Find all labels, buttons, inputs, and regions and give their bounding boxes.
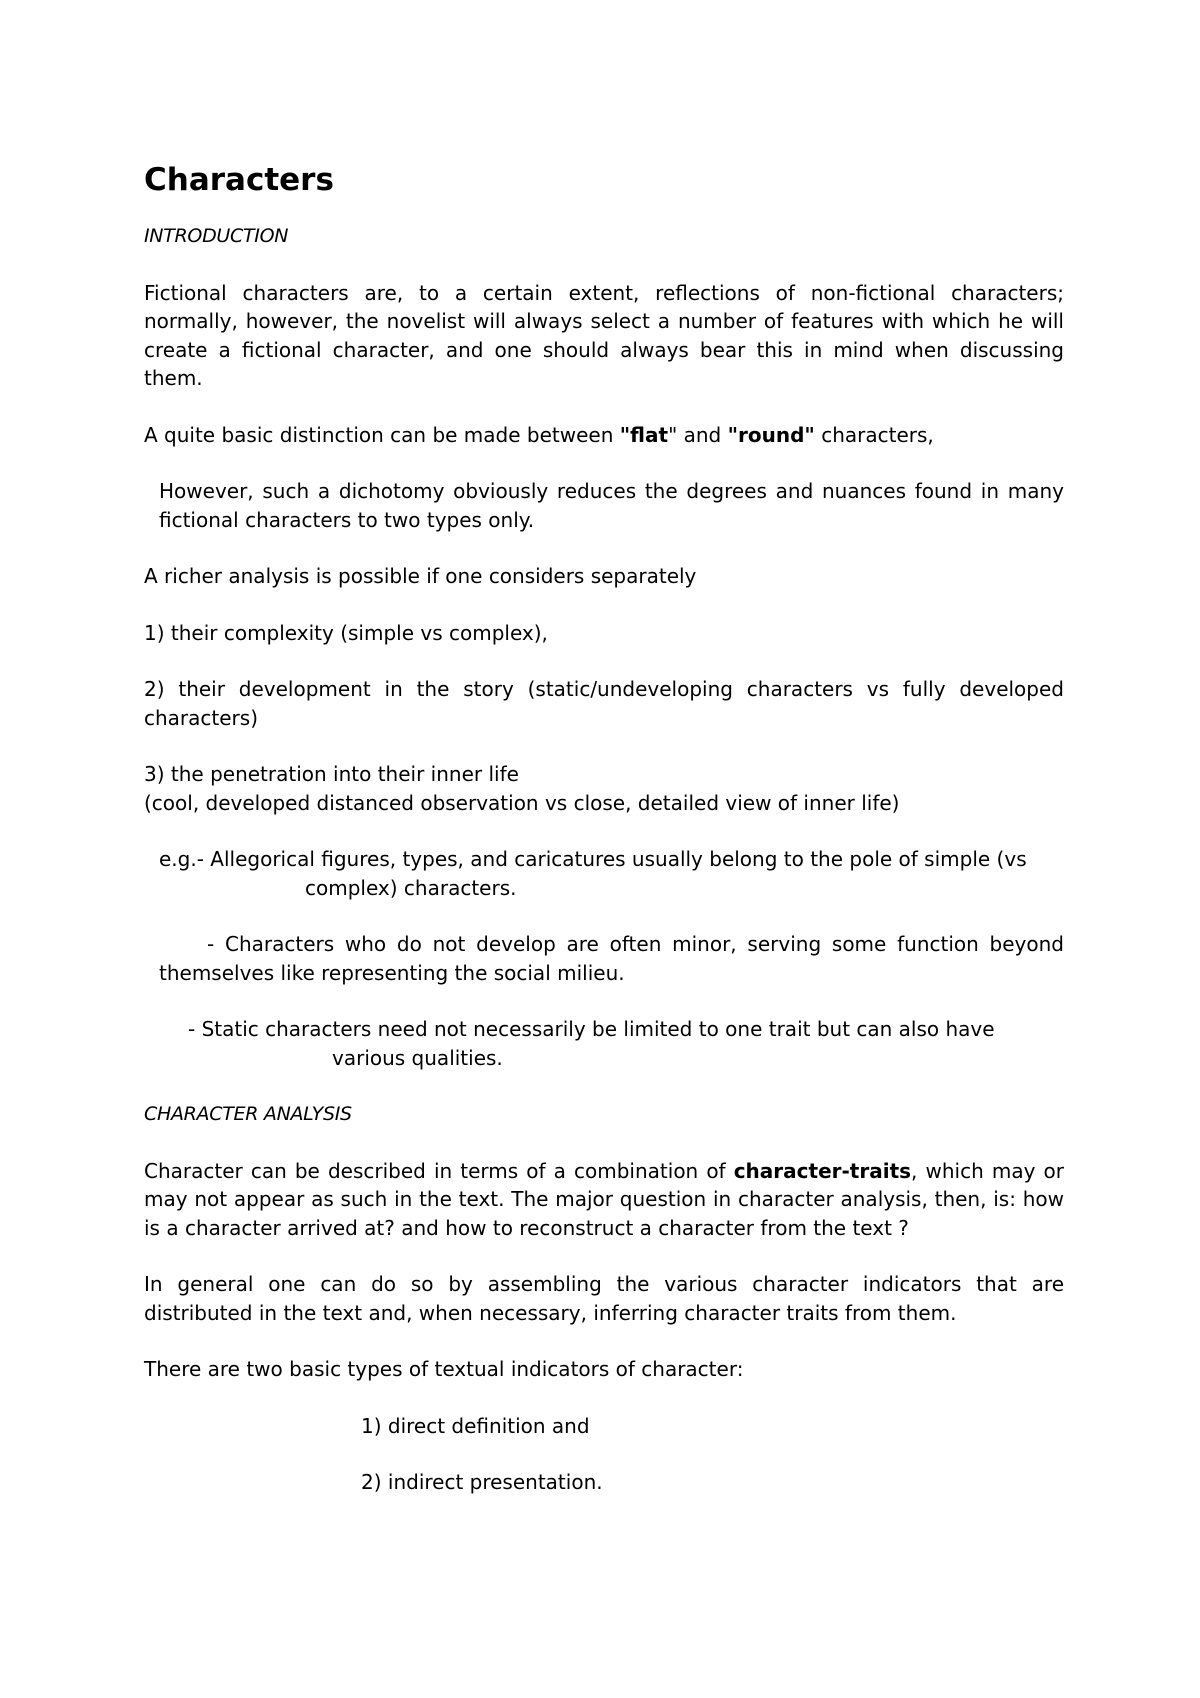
inner-life-line2: (cool, developed distanced observation vs close, detailed view of inner life) [144, 790, 900, 815]
list-item-inner-life [144, 760, 1064, 817]
paragraph-dichotomy: However, such a dichotomy obviously reduces the degrees and nuances found in many fictional characters to two types only. [159, 479, 1064, 532]
traits-text-pre: Character can be described in terms of a combination of [144, 1158, 734, 1183]
term-character-traits: character-traits [733, 1158, 912, 1183]
term-flat: "flat [619, 422, 669, 447]
paragraph-character-traits [144, 1157, 1064, 1243]
paragraph-distinction [144, 421, 1064, 450]
list-item-development: 2) their development in the story (static/undeveloping characters vs fully developed characters) [144, 677, 1064, 730]
list-item-complexity: 1) their complexity (simple vs complex), [144, 620, 548, 645]
example-line1: e.g.- Allegorical figures, types, and caricatures usually belong to the pole of simple (vs [159, 847, 1027, 871]
traits-text-post: , which may or may not appear as such in the text. The major question in character analysis, then, is: how is a character arrived at? and how to reconstruct a character from the text ? [144, 1158, 1064, 1240]
paragraph-richer-analysis: A richer analysis is possible if one considers separately [144, 564, 697, 588]
inner-life-line1: 3) the penetration into their inner life [144, 762, 519, 786]
list-item-indirect-presentation: 2) indirect presentation. [361, 1470, 603, 1494]
paragraph-intro: Fictional characters are, to a certain extent, reflections of non-fictional characters; normally, however, the novelist will always select a number of features with which he will create a fictional character, and one should always bear this in mind when discussing them. [144, 280, 1064, 390]
example-minor-characters: - Characters who do not develop are often minor, serving some function beyond themselves like representing the social milieu. [159, 932, 1064, 985]
term-round: "round" [727, 422, 815, 447]
distinction-text-post: characters, [814, 422, 934, 447]
example-static-characters [144, 1015, 1064, 1072]
static-line2: various qualities. [332, 1045, 503, 1070]
page-title: Characters [144, 162, 334, 198]
example-line2: complex) characters. [305, 875, 517, 900]
example-allegorical [159, 845, 1064, 902]
document-page [144, 160, 1064, 1525]
distinction-text-pre: A quite basic distinction can be made between [144, 422, 620, 447]
paragraph-assembling: In general one can do so by assembling the various character indicators that are distributed in the text and, when necessary, inferring character traits from them. [144, 1272, 1064, 1325]
static-line1: - Static characters need not necessarily be limited to one trait but can also have [188, 1017, 995, 1041]
paragraph-indicator-types: There are two basic types of textual indicators of character: [144, 1357, 744, 1381]
section-heading-character-analysis: CHARACTER ANALYSIS [144, 1103, 352, 1125]
list-item-direct-definition: 1) direct definition and [361, 1413, 590, 1438]
distinction-text-mid: " and [668, 422, 728, 447]
section-heading-introduction: INTRODUCTION [144, 225, 289, 247]
